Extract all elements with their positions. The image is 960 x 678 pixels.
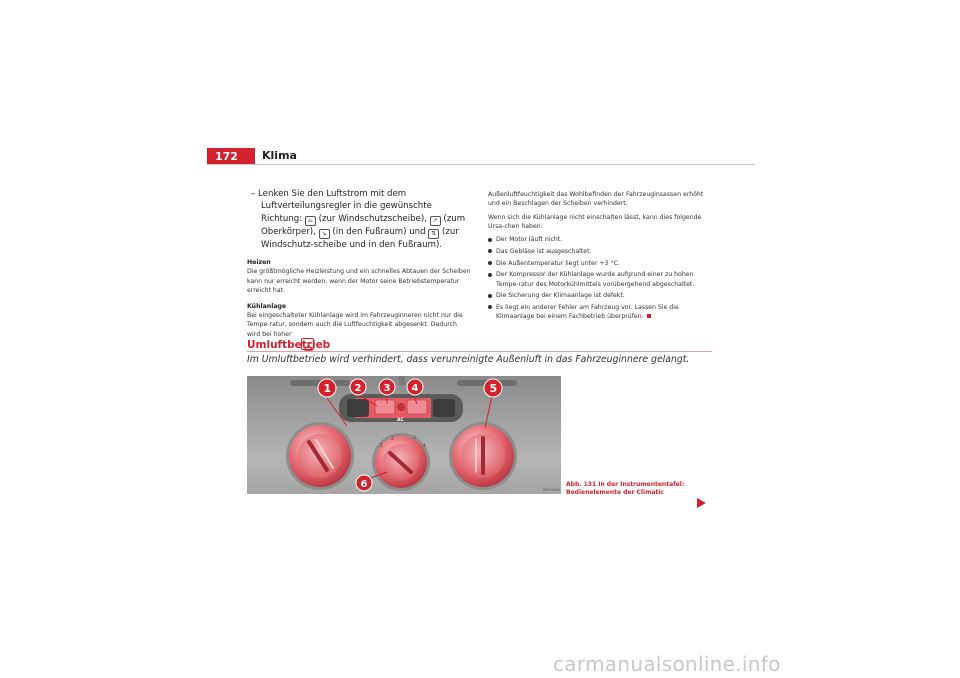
fan-scale-label: 3 [413,436,416,441]
instruction-step [247,188,472,251]
list-item: Der Kompressor der Kühlanlage wurde aufgrund einer zu hohen Tempe-ratur des Motorkühlmittels vorübergehend abgeschaltet. [488,270,713,289]
step-text-1: Lenken Sie den Luftstrom mit dem Luftverteilungsregler in die gewünschte Richtung: [258,189,432,224]
kuehlanlage-paragraph: Bei eingeschalteter Kühlanlage wird im Fahrzeuginneren nicht nur die Tempe-ratur, sondern auch die Luftfeuchtigkeit abgesenkt. Dadurch wird bei hoher [247,312,463,338]
header-divider [207,164,755,165]
center-indicator [397,403,405,411]
ac-label: AC [397,418,404,423]
callout-number: 2 [354,383,362,394]
fan-scale-label: 2 [391,437,394,442]
heizen-heading: Heizen [247,259,271,267]
windshield-vent-icon: ⌓ [305,216,316,226]
step-text-5: (zur Windschutz-scheibe und in den Fußraum). [261,226,459,250]
heizen-paragraph: Die größtmögliche Heizleistung und ein schnelles Abtauen der Scheiben kann nur erreicht werden, wenn der Motor seine Betriebstemperatur erreicht hat. [247,268,471,294]
step-dash: – [251,189,256,199]
windshield-footwell-vent-icon: ⇅ [428,229,439,239]
upper-body-vent-icon: ↗ [430,216,441,226]
section-divider [247,351,712,352]
ac-button [407,400,427,414]
recirculation-icon [301,338,314,350]
callout-number: 6 [360,479,368,490]
climatic-controls-illustration [247,376,561,494]
callout-number: 3 [383,383,391,394]
figure-caption: Abb. 131 In der Instrumententafel: Bedienelemente der Climatic [566,481,685,497]
photo-reference-code: B5P-0434 [543,488,560,492]
climatic-controls-photo [247,376,561,494]
causes-intro-paragraph: Wenn sich die Kühlanlage nicht einschalten lässt, kann dies folgende Ursa-chen haben: [488,213,702,230]
callout-number: 5 [489,382,498,395]
kuehlanlage-heading: Kühlanlage [247,303,287,311]
humidity-paragraph: Außenluftfeuchtigkeit das Wohlbefinden der Fahrzeuginsassen erhöht und ein Beschlagen der Scheiben verhindert. [488,191,704,208]
recirculation-button [375,400,395,414]
list-item: Das Gebläse ist ausgeschaltet. [488,247,713,256]
fan-scale-label: 4 [423,444,426,449]
causes-list [488,235,713,321]
section-title: Umluftbetrieb [247,339,331,351]
page-number: 172 [207,148,255,165]
footwell-vent-icon: ↘ [319,229,330,239]
seat-heat-button [433,399,455,417]
list-item: Die Außentemperatur liegt unter +3 °C. [488,259,713,268]
watermark: carmanualsonline.info [553,652,781,676]
right-column [488,190,713,324]
list-item-text: Es liegt ein anderer Fehler am Fahrzeug vor. Lassen Sie die Klimaanlage bei einem Fachbetrieb überprüfen. [496,303,679,321]
callout-number: 1 [323,382,332,395]
callout-number: 4 [411,383,419,394]
end-of-section-icon [647,314,651,318]
step-text-3: (zum Oberkörper), [261,213,466,237]
list-item: Der Motor läuft nicht. [488,235,713,244]
rear-defrost-button [347,399,369,417]
left-column [247,188,472,339]
step-text-2: (zur Windschutzscheibe), [318,213,427,224]
list-item: Die Sicherung der Klimaanlage ist defekt. [488,291,713,300]
section-intro: Im Umluftbetrieb wird verhindert, dass verunreinigte Außenluft in das Fahrzeuginnere gelangt. [247,354,690,365]
chapter-title: Klima [262,149,297,162]
recirculation-icon-graphic [302,342,315,354]
step-text-4: (in den Fußraum) und [332,226,426,237]
fan-scale-label: 1 [380,444,383,449]
hazard-slot [399,376,405,385]
continue-arrow-icon [697,498,706,508]
list-item [488,303,713,322]
